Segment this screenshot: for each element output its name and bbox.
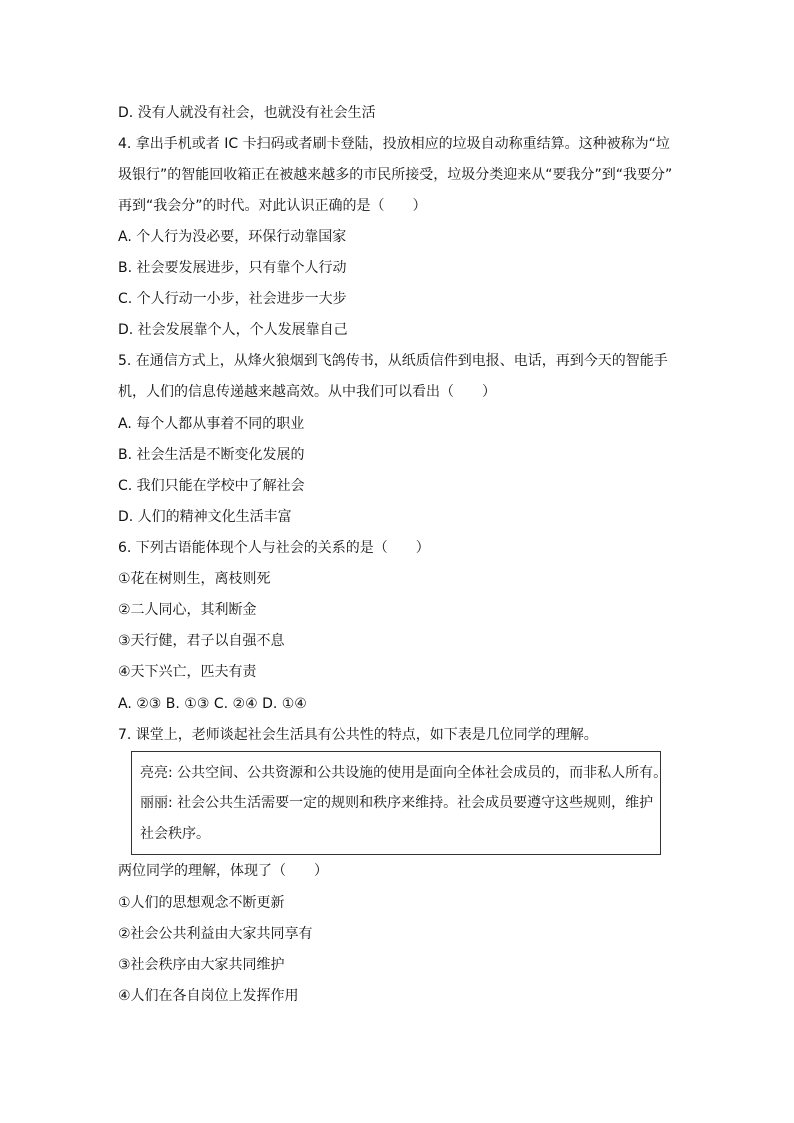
q7-item-4: ④人们在各自岗位上发挥作用 <box>118 988 299 1004</box>
q5-option-b: B. 社会生活是不断变化发展的 <box>118 447 305 463</box>
q5-option-c: C. 我们只能在学校中了解社会 <box>118 478 305 494</box>
q3-option-d: D. 没有人就没有社会，也就没有社会生活 <box>118 105 376 121</box>
q5-stem-line-2: 机，人们的信息传递越来越高效。从中我们可以看出（ ） <box>118 384 496 400</box>
q7-item-2: ②社会公共利益由大家共同享有 <box>118 926 313 942</box>
q5-option-a: A. 每个人都从事着不同的职业 <box>118 416 305 432</box>
q4-option-a: A. 个人行为没必要，环保行动靠国家 <box>118 229 347 245</box>
table-line-3: 社会秩序。 <box>140 826 210 842</box>
table-line-2: 丽丽: 社会公共生活需要一定的规则和秩序来维持。社会成员要遵守这些规则，维护 <box>140 795 654 811</box>
q6-stem: 6. 下列古语能体现个人与社会的关系的是（ ） <box>118 540 430 556</box>
q7-item-1: ①人们的思想观念不断更新 <box>118 895 285 911</box>
q4-stem-line-1: 4. 拿出手机或者 IC 卡扫码或者刷卡登陆，投放相应的垃圾自动称重结算。这种被称为“垃 <box>118 136 670 152</box>
q4-option-c: C. 个人行动一小步，社会进步一大步 <box>118 291 347 307</box>
table-line-1: 亮亮: 公共空间、公共资源和公共设施的使用是面向全体社会成员的，而非私人所有。 <box>140 765 668 781</box>
q7-stem: 7. 课堂上，老师谈起社会生活具有公共性的特点，如下表是几位同学的理解。 <box>118 727 598 743</box>
q6-item-4: ④天下兴亡，匹夫有责 <box>118 664 257 680</box>
q5-option-d: D. 人们的精神文化生活丰富 <box>118 509 292 525</box>
q4-option-b: B. 社会要发展进步，只有靠个人行动 <box>118 260 347 276</box>
q7-question: 两位同学的理解，体现了（ ） <box>118 863 328 879</box>
q6-options: A. ②③ B. ①③ C. ②④ D. ①④ <box>118 696 307 712</box>
q6-item-2: ②二人同心，其利断金 <box>118 602 257 618</box>
q4-option-d: D. 社会发展靠个人，个人发展靠自己 <box>118 322 348 338</box>
q4-stem-line-2: 圾银行”的智能回收箱正在被越来越多的市民所接受，垃圾分类迎来从“要我分”到“我要分” <box>118 167 673 183</box>
q4-stem-line-3: 再到“我会分”的时代。对此认识正确的是（ ） <box>118 198 427 214</box>
q6-item-1: ①花在树则生，离枝则死 <box>118 571 271 587</box>
q7-item-3: ③社会秩序由大家共同维护 <box>118 957 285 973</box>
q7-quote-table <box>131 751 668 855</box>
q6-item-3: ③天行健，君子以自强不息 <box>118 633 285 649</box>
q5-stem-line-1: 5. 在通信方式上，从烽火狼烟到飞鸽传书，从纸质信件到电报、电话，再到今天的智能手 <box>118 353 668 369</box>
